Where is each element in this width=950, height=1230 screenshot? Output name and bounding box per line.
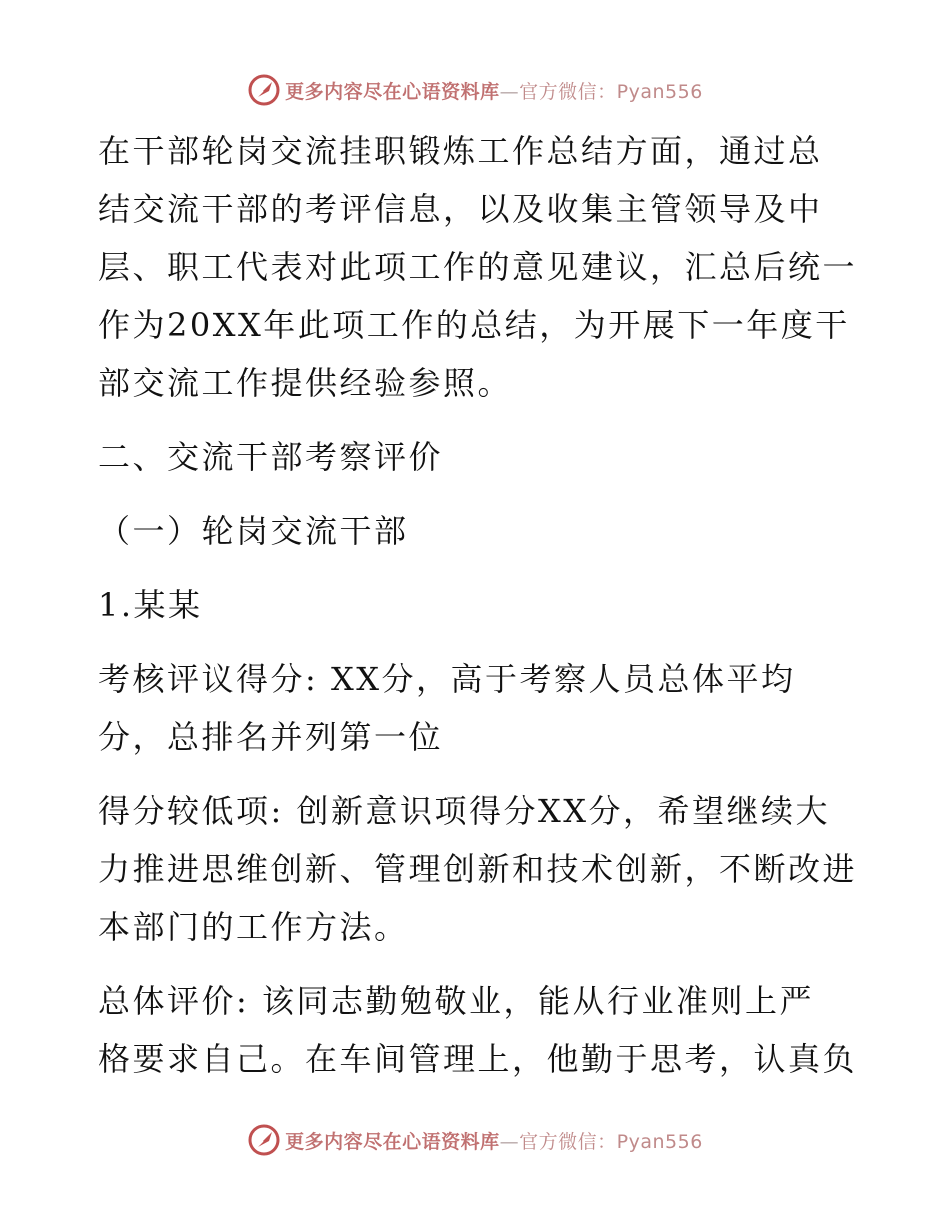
document-body	[98, 122, 858, 1088]
paragraph-summary-intro: 在干部轮岗交流挂职锻炼工作总结方面，通过总 结交流干部的考评信息，以及收集主管领导及中 层、职工代表对此项工作的意见建议，汇总后统一 作为20XX年此项工作的总结，为开展下一年度干 部交流工作提供经验参照。	[98, 132, 858, 402]
footer-watermark	[0, 1120, 950, 1160]
section-heading: 二、交流干部考察评价	[98, 438, 444, 476]
person-heading: 1.某某	[98, 586, 203, 624]
watermark-separator: —	[499, 1130, 520, 1153]
watermark-brand: 更多内容尽在心语资料库	[285, 80, 500, 103]
paragraph-score: 考核评议得分: XX分，高于考察人员总体平均 分，总排名并列第一位	[98, 660, 796, 756]
watermark-contact: 官方微信：Pyan556	[519, 80, 703, 103]
header-watermark	[0, 70, 950, 110]
watermark-separator: —	[499, 80, 520, 103]
paragraph-low-score: 得分较低项: 创新意识项得分XX分，希望继续大 力推进思维创新、管理创新和技术创新，不断改进 本部门的工作方法。	[98, 792, 858, 946]
quill-logo-icon	[247, 73, 281, 107]
watermark-text	[285, 1127, 703, 1154]
watermark-contact: 官方微信：Pyan556	[519, 1130, 703, 1153]
watermark-brand: 更多内容尽在心语资料库	[285, 1130, 500, 1153]
subsection-heading: （一）轮岗交流干部	[98, 512, 409, 550]
quill-logo-icon	[247, 1123, 281, 1157]
paragraph-overall-evaluation: 总体评价: 该同志勤勉敬业，能从行业准则上严 格要求自己。在车间管理上，他勤于思考，认真负	[98, 982, 858, 1078]
watermark-text	[285, 77, 703, 104]
